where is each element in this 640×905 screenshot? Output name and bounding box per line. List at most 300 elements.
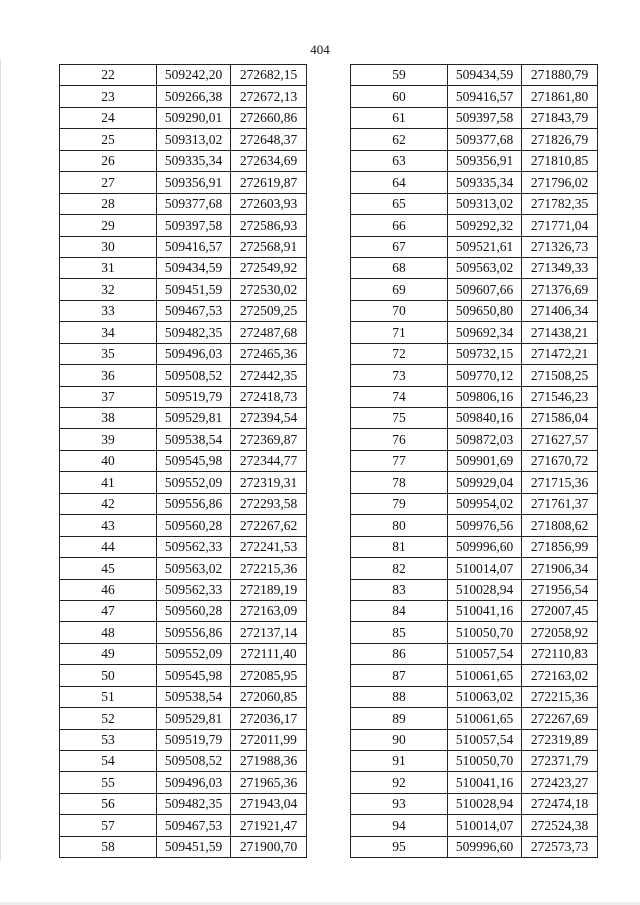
x-coordinate-cell: 509467,53 (157, 300, 231, 321)
y-coordinate-cell: 272163,09 (231, 600, 307, 621)
table-row (351, 793, 598, 814)
table-row (60, 600, 307, 621)
point-number-cell: 89 (351, 708, 448, 729)
y-coordinate-cell: 272465,36 (231, 343, 307, 364)
table-row (60, 300, 307, 321)
x-coordinate-cell: 509556,86 (157, 493, 231, 514)
point-number-cell: 72 (351, 343, 448, 364)
point-number-cell: 35 (60, 343, 157, 364)
x-coordinate-cell: 509976,56 (448, 515, 522, 536)
table-row (60, 450, 307, 471)
point-number-cell: 73 (351, 365, 448, 386)
table-row (351, 172, 598, 193)
point-number-cell: 63 (351, 150, 448, 171)
y-coordinate-cell: 271586,04 (522, 408, 598, 429)
point-number-cell: 92 (351, 772, 448, 793)
point-number-cell: 59 (351, 65, 448, 86)
point-number-cell: 31 (60, 257, 157, 278)
y-coordinate-cell: 272568,91 (231, 236, 307, 257)
y-coordinate-cell: 272418,73 (231, 386, 307, 407)
x-coordinate-cell: 509508,52 (157, 365, 231, 386)
x-coordinate-cell: 509562,33 (157, 536, 231, 557)
y-coordinate-cell: 272036,17 (231, 708, 307, 729)
y-coordinate-cell: 272573,73 (522, 836, 598, 857)
table-row (60, 193, 307, 214)
point-number-cell: 38 (60, 408, 157, 429)
y-coordinate-cell: 271826,79 (522, 129, 598, 150)
table-row (351, 343, 598, 364)
table-row (60, 279, 307, 300)
table-row (351, 236, 598, 257)
coordinates-table-right (350, 64, 598, 858)
y-coordinate-cell: 272672,13 (231, 86, 307, 107)
x-coordinate-cell: 509552,09 (157, 643, 231, 664)
table-row (60, 322, 307, 343)
table-row (60, 365, 307, 386)
y-coordinate-cell: 272215,36 (522, 686, 598, 707)
x-coordinate-cell: 509996,60 (448, 836, 522, 857)
table-row (351, 708, 598, 729)
y-coordinate-cell: 272189,19 (231, 579, 307, 600)
table-row (351, 515, 598, 536)
x-coordinate-cell: 509732,15 (448, 343, 522, 364)
table-row (351, 815, 598, 836)
point-number-cell: 81 (351, 536, 448, 557)
y-coordinate-cell: 272163,02 (522, 665, 598, 686)
x-coordinate-cell: 509292,32 (448, 215, 522, 236)
table-row (351, 322, 598, 343)
y-coordinate-cell: 272371,79 (522, 751, 598, 772)
point-number-cell: 32 (60, 279, 157, 300)
point-number-cell: 23 (60, 86, 157, 107)
point-number-cell: 39 (60, 429, 157, 450)
table-row (351, 450, 598, 471)
table-row (60, 579, 307, 600)
table-row (351, 600, 598, 621)
y-coordinate-cell: 271843,79 (522, 107, 598, 128)
point-number-cell: 27 (60, 172, 157, 193)
table-row (60, 793, 307, 814)
x-coordinate-cell: 509508,52 (157, 751, 231, 772)
x-coordinate-cell: 509929,04 (448, 472, 522, 493)
table-row (351, 429, 598, 450)
y-coordinate-cell: 272267,69 (522, 708, 598, 729)
point-number-cell: 86 (351, 643, 448, 664)
x-coordinate-cell: 509840,16 (448, 408, 522, 429)
y-coordinate-cell: 272241,53 (231, 536, 307, 557)
point-number-cell: 22 (60, 65, 157, 86)
x-coordinate-cell: 510014,07 (448, 558, 522, 579)
point-number-cell: 26 (60, 150, 157, 171)
point-number-cell: 64 (351, 172, 448, 193)
x-coordinate-cell: 510063,02 (448, 686, 522, 707)
x-coordinate-cell: 509434,59 (448, 65, 522, 86)
table-row (351, 579, 598, 600)
table-row (60, 686, 307, 707)
point-number-cell: 69 (351, 279, 448, 300)
table-row (60, 86, 307, 107)
table-row (60, 622, 307, 643)
x-coordinate-cell: 509451,59 (157, 836, 231, 857)
table-row (60, 408, 307, 429)
point-number-cell: 90 (351, 729, 448, 750)
y-coordinate-cell: 272442,35 (231, 365, 307, 386)
y-coordinate-cell: 271956,54 (522, 579, 598, 600)
point-number-cell: 87 (351, 665, 448, 686)
point-number-cell: 95 (351, 836, 448, 857)
y-coordinate-cell: 271546,23 (522, 386, 598, 407)
point-number-cell: 55 (60, 772, 157, 793)
x-coordinate-cell: 510041,16 (448, 600, 522, 621)
point-number-cell: 62 (351, 129, 448, 150)
point-number-cell: 84 (351, 600, 448, 621)
x-coordinate-cell: 509496,03 (157, 772, 231, 793)
point-number-cell: 83 (351, 579, 448, 600)
y-coordinate-cell: 272007,45 (522, 600, 598, 621)
x-coordinate-cell: 509335,34 (157, 150, 231, 171)
table-row (60, 150, 307, 171)
point-number-cell: 53 (60, 729, 157, 750)
point-number-cell: 61 (351, 107, 448, 128)
point-number-cell: 37 (60, 386, 157, 407)
y-coordinate-cell: 271943,04 (231, 793, 307, 814)
table-row (351, 622, 598, 643)
y-coordinate-cell: 272137,14 (231, 622, 307, 643)
x-coordinate-cell: 510028,94 (448, 579, 522, 600)
y-coordinate-cell: 272530,02 (231, 279, 307, 300)
y-coordinate-cell: 271438,21 (522, 322, 598, 343)
point-number-cell: 91 (351, 751, 448, 772)
table-row (60, 751, 307, 772)
y-coordinate-cell: 272110,83 (522, 643, 598, 664)
y-coordinate-cell: 271808,62 (522, 515, 598, 536)
y-coordinate-cell: 272369,87 (231, 429, 307, 450)
x-coordinate-cell: 509538,54 (157, 429, 231, 450)
point-number-cell: 82 (351, 558, 448, 579)
y-coordinate-cell: 271856,99 (522, 536, 598, 557)
y-coordinate-cell: 271988,36 (231, 751, 307, 772)
point-number-cell: 70 (351, 300, 448, 321)
table-row (351, 751, 598, 772)
table-row (60, 129, 307, 150)
y-coordinate-cell: 272085,95 (231, 665, 307, 686)
y-coordinate-cell: 272586,93 (231, 215, 307, 236)
table-row (60, 836, 307, 857)
scan-edge-left (0, 60, 1, 860)
point-number-cell: 58 (60, 836, 157, 857)
x-coordinate-cell: 510061,65 (448, 665, 522, 686)
table-row (351, 107, 598, 128)
x-coordinate-cell: 509356,91 (448, 150, 522, 171)
y-coordinate-cell: 272293,58 (231, 493, 307, 514)
y-coordinate-cell: 272111,40 (231, 643, 307, 664)
x-coordinate-cell: 509545,98 (157, 665, 231, 686)
x-coordinate-cell: 509607,66 (448, 279, 522, 300)
y-coordinate-cell: 272524,38 (522, 815, 598, 836)
x-coordinate-cell: 510014,07 (448, 815, 522, 836)
table-row (351, 65, 598, 86)
y-coordinate-cell: 271796,02 (522, 172, 598, 193)
table-row (351, 536, 598, 557)
table-row (60, 536, 307, 557)
x-coordinate-cell: 509538,54 (157, 686, 231, 707)
table-row (351, 150, 598, 171)
y-coordinate-cell: 271627,57 (522, 429, 598, 450)
table-row (351, 86, 598, 107)
table-row (351, 300, 598, 321)
x-coordinate-cell: 509451,59 (157, 279, 231, 300)
y-coordinate-cell: 271921,47 (231, 815, 307, 836)
y-coordinate-cell: 271906,34 (522, 558, 598, 579)
point-number-cell: 78 (351, 472, 448, 493)
point-number-cell: 74 (351, 386, 448, 407)
x-coordinate-cell: 509266,38 (157, 86, 231, 107)
y-coordinate-cell: 271900,70 (231, 836, 307, 857)
table-row (60, 472, 307, 493)
point-number-cell: 33 (60, 300, 157, 321)
y-coordinate-cell: 272509,25 (231, 300, 307, 321)
y-coordinate-cell: 271810,85 (522, 150, 598, 171)
coordinates-table-left (59, 64, 307, 858)
y-coordinate-cell: 272474,18 (522, 793, 598, 814)
x-coordinate-cell: 510041,16 (448, 772, 522, 793)
x-coordinate-cell: 509529,81 (157, 408, 231, 429)
y-coordinate-cell: 272619,87 (231, 172, 307, 193)
y-coordinate-cell: 271782,35 (522, 193, 598, 214)
y-coordinate-cell: 272660,86 (231, 107, 307, 128)
y-coordinate-cell: 271771,04 (522, 215, 598, 236)
point-number-cell: 65 (351, 193, 448, 214)
y-coordinate-cell: 272215,36 (231, 558, 307, 579)
y-coordinate-cell: 272634,69 (231, 150, 307, 171)
point-number-cell: 50 (60, 665, 157, 686)
x-coordinate-cell: 510050,70 (448, 622, 522, 643)
point-number-cell: 45 (60, 558, 157, 579)
point-number-cell: 41 (60, 472, 157, 493)
x-coordinate-cell: 509529,81 (157, 708, 231, 729)
table-row (60, 65, 307, 86)
y-coordinate-cell: 271715,36 (522, 472, 598, 493)
table-row (351, 215, 598, 236)
x-coordinate-cell: 510057,54 (448, 729, 522, 750)
y-coordinate-cell: 272058,92 (522, 622, 598, 643)
point-number-cell: 88 (351, 686, 448, 707)
table-row (60, 215, 307, 236)
point-number-cell: 52 (60, 708, 157, 729)
y-coordinate-cell: 272549,92 (231, 257, 307, 278)
point-number-cell: 77 (351, 450, 448, 471)
point-number-cell: 44 (60, 536, 157, 557)
table-row (351, 493, 598, 514)
table-row (351, 365, 598, 386)
x-coordinate-cell: 509290,01 (157, 107, 231, 128)
table-row (60, 643, 307, 664)
y-coordinate-cell: 272603,93 (231, 193, 307, 214)
y-coordinate-cell: 271880,79 (522, 65, 598, 86)
x-coordinate-cell: 509416,57 (157, 236, 231, 257)
x-coordinate-cell: 509416,57 (448, 86, 522, 107)
point-number-cell: 75 (351, 408, 448, 429)
table-row (60, 236, 307, 257)
x-coordinate-cell: 509335,34 (448, 172, 522, 193)
table-row (351, 665, 598, 686)
table-row (60, 386, 307, 407)
table-row (60, 257, 307, 278)
y-coordinate-cell: 272060,85 (231, 686, 307, 707)
x-coordinate-cell: 509519,79 (157, 729, 231, 750)
x-coordinate-cell: 509545,98 (157, 450, 231, 471)
table-row (60, 429, 307, 450)
table-row (351, 472, 598, 493)
x-coordinate-cell: 509482,35 (157, 793, 231, 814)
point-number-cell: 79 (351, 493, 448, 514)
x-coordinate-cell: 509806,16 (448, 386, 522, 407)
point-number-cell: 47 (60, 600, 157, 621)
x-coordinate-cell: 510061,65 (448, 708, 522, 729)
point-number-cell: 34 (60, 322, 157, 343)
x-coordinate-cell: 509650,80 (448, 300, 522, 321)
x-coordinate-cell: 509770,12 (448, 365, 522, 386)
x-coordinate-cell: 509313,02 (157, 129, 231, 150)
y-coordinate-cell: 271406,34 (522, 300, 598, 321)
y-coordinate-cell: 271376,69 (522, 279, 598, 300)
point-number-cell: 46 (60, 579, 157, 600)
point-number-cell: 56 (60, 793, 157, 814)
point-number-cell: 29 (60, 215, 157, 236)
x-coordinate-cell: 509996,60 (448, 536, 522, 557)
point-number-cell: 71 (351, 322, 448, 343)
point-number-cell: 66 (351, 215, 448, 236)
page-number: 404 (310, 42, 330, 57)
y-coordinate-cell: 272682,15 (231, 65, 307, 86)
table-row (351, 772, 598, 793)
y-coordinate-cell: 272319,89 (522, 729, 598, 750)
point-number-cell: 67 (351, 236, 448, 257)
table-row (60, 172, 307, 193)
point-number-cell: 93 (351, 793, 448, 814)
x-coordinate-cell: 509397,58 (448, 107, 522, 128)
x-coordinate-cell: 509521,61 (448, 236, 522, 257)
x-coordinate-cell: 509519,79 (157, 386, 231, 407)
x-coordinate-cell: 509377,68 (448, 129, 522, 150)
table-row (351, 558, 598, 579)
y-coordinate-cell: 272487,68 (231, 322, 307, 343)
y-coordinate-cell: 271326,73 (522, 236, 598, 257)
y-coordinate-cell: 272319,31 (231, 472, 307, 493)
y-coordinate-cell: 272011,99 (231, 729, 307, 750)
point-number-cell: 28 (60, 193, 157, 214)
x-coordinate-cell: 509692,34 (448, 322, 522, 343)
point-number-cell: 42 (60, 493, 157, 514)
x-coordinate-cell: 509467,53 (157, 815, 231, 836)
table-row (351, 193, 598, 214)
y-coordinate-cell: 272267,62 (231, 515, 307, 536)
table-row (60, 815, 307, 836)
point-number-cell: 51 (60, 686, 157, 707)
point-number-cell: 24 (60, 107, 157, 128)
table-row (60, 343, 307, 364)
table-row (351, 279, 598, 300)
x-coordinate-cell: 509901,69 (448, 450, 522, 471)
table-row (351, 836, 598, 857)
x-coordinate-cell: 509560,28 (157, 515, 231, 536)
x-coordinate-cell: 509552,09 (157, 472, 231, 493)
table-row (351, 129, 598, 150)
x-coordinate-cell: 510028,94 (448, 793, 522, 814)
table-row (351, 257, 598, 278)
table-row (351, 386, 598, 407)
x-coordinate-cell: 509242,20 (157, 65, 231, 86)
table-row (60, 708, 307, 729)
table-row (60, 772, 307, 793)
point-number-cell: 48 (60, 622, 157, 643)
x-coordinate-cell: 509954,02 (448, 493, 522, 514)
x-coordinate-cell: 509872,03 (448, 429, 522, 450)
point-number-cell: 25 (60, 129, 157, 150)
y-coordinate-cell: 271349,33 (522, 257, 598, 278)
point-number-cell: 49 (60, 643, 157, 664)
point-number-cell: 57 (60, 815, 157, 836)
point-number-cell: 43 (60, 515, 157, 536)
y-coordinate-cell: 271761,37 (522, 493, 598, 514)
y-coordinate-cell: 271861,80 (522, 86, 598, 107)
point-number-cell: 80 (351, 515, 448, 536)
x-coordinate-cell: 509482,35 (157, 322, 231, 343)
point-number-cell: 94 (351, 815, 448, 836)
x-coordinate-cell: 509496,03 (157, 343, 231, 364)
table-row (60, 558, 307, 579)
table-row (60, 107, 307, 128)
x-coordinate-cell: 509563,02 (448, 257, 522, 278)
table-row (60, 493, 307, 514)
x-coordinate-cell: 509562,33 (157, 579, 231, 600)
x-coordinate-cell: 509563,02 (157, 558, 231, 579)
table-row (351, 686, 598, 707)
x-coordinate-cell: 509313,02 (448, 193, 522, 214)
point-number-cell: 76 (351, 429, 448, 450)
point-number-cell: 36 (60, 365, 157, 386)
x-coordinate-cell: 509377,68 (157, 193, 231, 214)
y-coordinate-cell: 272423,27 (522, 772, 598, 793)
table-row (60, 729, 307, 750)
y-coordinate-cell: 272344,77 (231, 450, 307, 471)
y-coordinate-cell: 272394,54 (231, 408, 307, 429)
table-row (351, 408, 598, 429)
table-row (60, 665, 307, 686)
table-row (351, 643, 598, 664)
x-coordinate-cell: 509397,58 (157, 215, 231, 236)
y-coordinate-cell: 271508,25 (522, 365, 598, 386)
point-number-cell: 85 (351, 622, 448, 643)
x-coordinate-cell: 510057,54 (448, 643, 522, 664)
x-coordinate-cell: 509434,59 (157, 257, 231, 278)
y-coordinate-cell: 272648,37 (231, 129, 307, 150)
x-coordinate-cell: 509556,86 (157, 622, 231, 643)
y-coordinate-cell: 271670,72 (522, 450, 598, 471)
point-number-cell: 68 (351, 257, 448, 278)
y-coordinate-cell: 271472,21 (522, 343, 598, 364)
point-number-cell: 54 (60, 751, 157, 772)
x-coordinate-cell: 509356,91 (157, 172, 231, 193)
y-coordinate-cell: 271965,36 (231, 772, 307, 793)
point-number-cell: 30 (60, 236, 157, 257)
table-row (60, 515, 307, 536)
point-number-cell: 40 (60, 450, 157, 471)
table-row (351, 729, 598, 750)
x-coordinate-cell: 510050,70 (448, 751, 522, 772)
x-coordinate-cell: 509560,28 (157, 600, 231, 621)
point-number-cell: 60 (351, 86, 448, 107)
